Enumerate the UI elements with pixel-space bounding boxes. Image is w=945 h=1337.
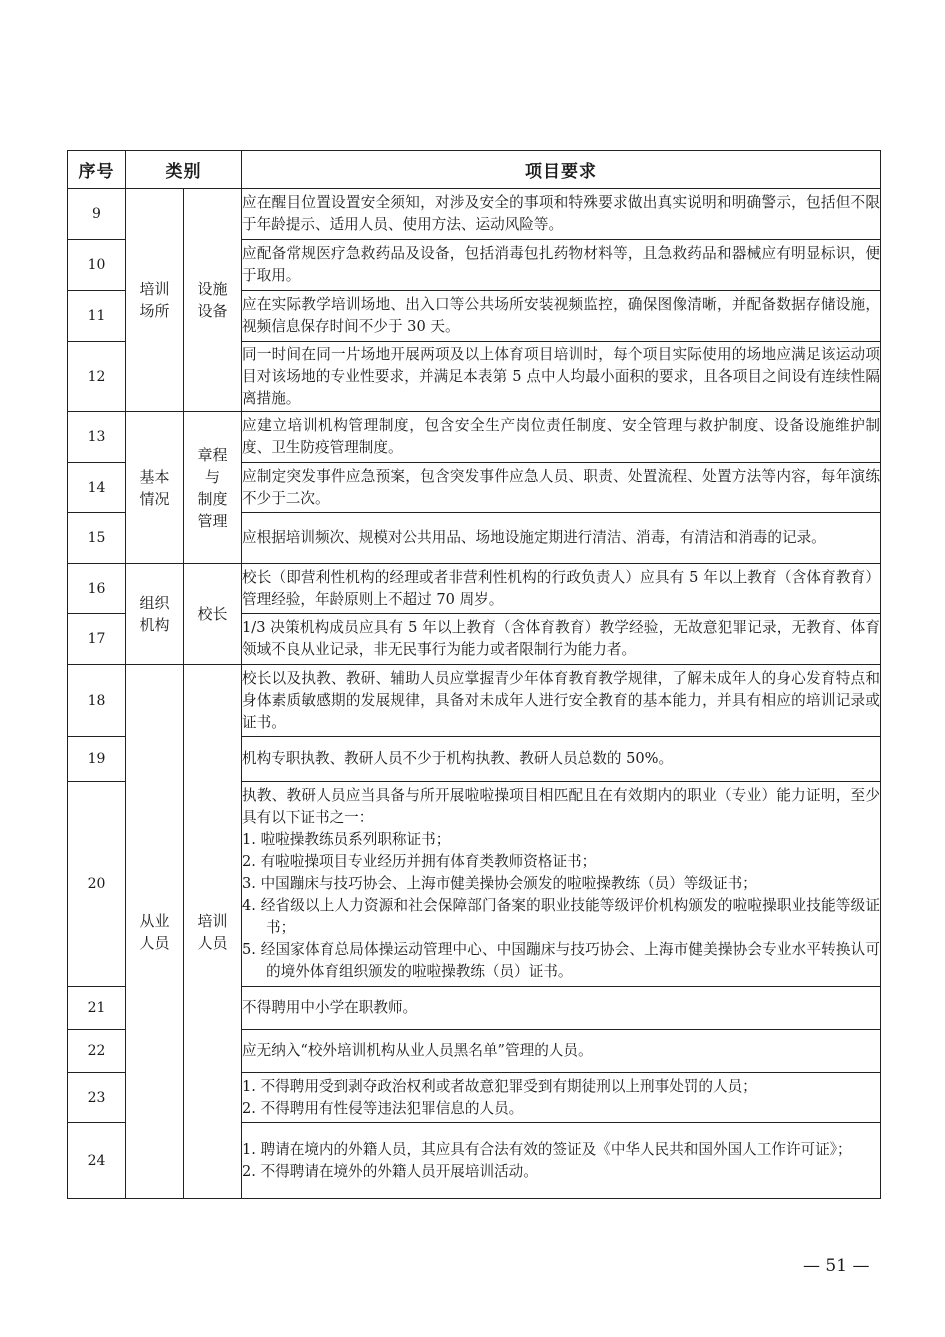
subcategory-facilities: 设施 设备 (184, 189, 242, 412)
row-number: 15 (68, 513, 126, 564)
header-seq: 序号 (68, 151, 126, 189)
row-number: 17 (68, 614, 126, 665)
requirement-text: 校长（即营利性机构的经理或者非营利性机构的行政负责人）应具有 5 年以上教育（含体育教育）管理经验，年龄原则上不超过 70 周岁。 (242, 564, 881, 614)
row-number: 24 (68, 1123, 126, 1199)
list-item: 2. 有啦啦操项目专业经历并拥有体育类教师资格证书； (242, 853, 597, 870)
requirement-text: 同一时间在同一片场地开展两项及以上体育项目培训时，每个项目实际使用的场地应满足该运动项目对该场地的专业性要求，并满足本表第 5 点中人均最小面积的要求，且各项目之间设有连续性隔离措施。 (242, 342, 881, 412)
requirement-text: 不得聘用中小学在职教师。 (242, 987, 881, 1030)
list-item: 2. 不得聘用有性侵等违法犯罪信息的人员。 (242, 1099, 524, 1117)
table-row (68, 665, 881, 737)
requirement-text: 1/3 决策机构成员应具有 5 年以上教育（含体育教育）教学经验，无故意犯罪记录，无教育、体育领域不良从业记录，非无民事行为能力或者限制行为能力者。 (242, 614, 881, 665)
list-item: 1. 啦啦操教练员系列职称证书； (242, 831, 451, 848)
row-number: 10 (68, 240, 126, 291)
list-item: 3. 中国蹦床与技巧协会、上海市健美操协会颁发的啦啦操教练（员）等级证书； (242, 875, 757, 892)
row-number: 19 (68, 737, 126, 782)
row-number: 14 (68, 463, 126, 513)
row-number: 18 (68, 665, 126, 737)
table-row (68, 412, 881, 463)
list-item: 4. 经省级以上人力资源和社会保障部门备案的职业技能等级评价机构颁发的啦啦操职业技能等级证书； (242, 897, 880, 936)
requirements-table (67, 150, 881, 1199)
requirement-text: 应建立培训机构管理制度，包含安全生产岗位责任制度、安全管理与救护制度、设备设施维护制度、卫生防疫管理制度。 (242, 412, 881, 463)
requirement-text: 应配备常规医疗急救药品及设备，包括消毒包扎药物材料等，且急救药品和器械应有明显标识，便于取用。 (242, 240, 881, 291)
row-number: 11 (68, 291, 126, 342)
table-row (68, 189, 881, 240)
row-number: 16 (68, 564, 126, 614)
list-item: 5. 经国家体育总局体操运动管理中心、中国蹦床与技巧协会、上海市健美操协会专业水平转换认可的境外体育组织颁发的啦啦操教练（员）证书。 (242, 941, 880, 980)
row-number: 20 (68, 782, 126, 987)
requirement-text: 应根据培训频次、规模对公共用品、场地设施定期进行清洁、消毒，有清洁和消毒的记录。 (242, 513, 881, 564)
row-number: 9 (68, 189, 126, 240)
table-header-row (68, 151, 881, 189)
row-number: 23 (68, 1073, 126, 1123)
row-number: 22 (68, 1030, 126, 1073)
row-number: 21 (68, 987, 126, 1030)
requirement-text (242, 1123, 881, 1199)
list-item: 1. 聘请在境内的外籍人员，其应具有合法有效的签证及《中华人民共和国外国人工作许可证》； (242, 1140, 852, 1158)
category-staff: 从业 人员 (126, 665, 184, 1199)
header-requirement: 项目要求 (242, 151, 881, 189)
requirement-text (242, 782, 881, 987)
requirement-text: 应在实际教学培训场地、出入口等公共场所安装视频监控，确保图像清晰，并配备数据存储设施，视频信息保存时间不少于 30 天。 (242, 291, 881, 342)
requirement-text: 机构专职执教、教研人员不少于机构执教、教研人员总数的 50%。 (242, 737, 881, 782)
page-number: — 51 — (803, 1256, 870, 1276)
table-row (68, 564, 881, 614)
subcategory-principal: 校长 (184, 564, 242, 665)
requirement-text: 校长以及执教、教研、辅助人员应掌握青少年体育教育教学规律，了解未成年人的身心发育特点和身体素质敏感期的发展规律，具备对未成年人进行安全教育的基本能力，并具有相应的培训记录或证书。 (242, 665, 881, 737)
list-item: 2. 不得聘请在境外的外籍人员开展培训活动。 (242, 1162, 538, 1180)
requirement-text: 应制定突发事件应急预案，包含突发事件应急人员、职责、处置流程、处置方法等内容，每年演练不少于二次。 (242, 463, 881, 513)
requirement-text: 应在醒目位置设置安全须知，对涉及安全的事项和特殊要求做出真实说明和明确警示，包括但不限于年龄提示、适用人员、使用方法、运动风险等。 (242, 189, 881, 240)
header-category: 类别 (126, 151, 242, 189)
list-item: 1. 不得聘用受到剥夺政治权利或者故意犯罪受到有期徒刑以上刑事处罚的人员； (242, 1077, 757, 1095)
category-organization: 组织 机构 (126, 564, 184, 665)
requirement-intro: 执教、教研人员应当具备与所开展啦啦操项目相匹配且在有效期内的职业（专业）能力证明，至少具有以下证书之一： (242, 787, 880, 826)
row-number: 13 (68, 412, 126, 463)
category-venue: 培训 场所 (126, 189, 184, 412)
subcategory-trainers: 培训 人员 (184, 665, 242, 1199)
subcategory-rules: 章程 与 制度 管理 (184, 412, 242, 564)
requirement-text: 应无纳入“校外培训机构从业人员黑名单”管理的人员。 (242, 1030, 881, 1073)
requirement-text (242, 1073, 881, 1123)
row-number: 12 (68, 342, 126, 412)
category-basic: 基本 情况 (126, 412, 184, 564)
